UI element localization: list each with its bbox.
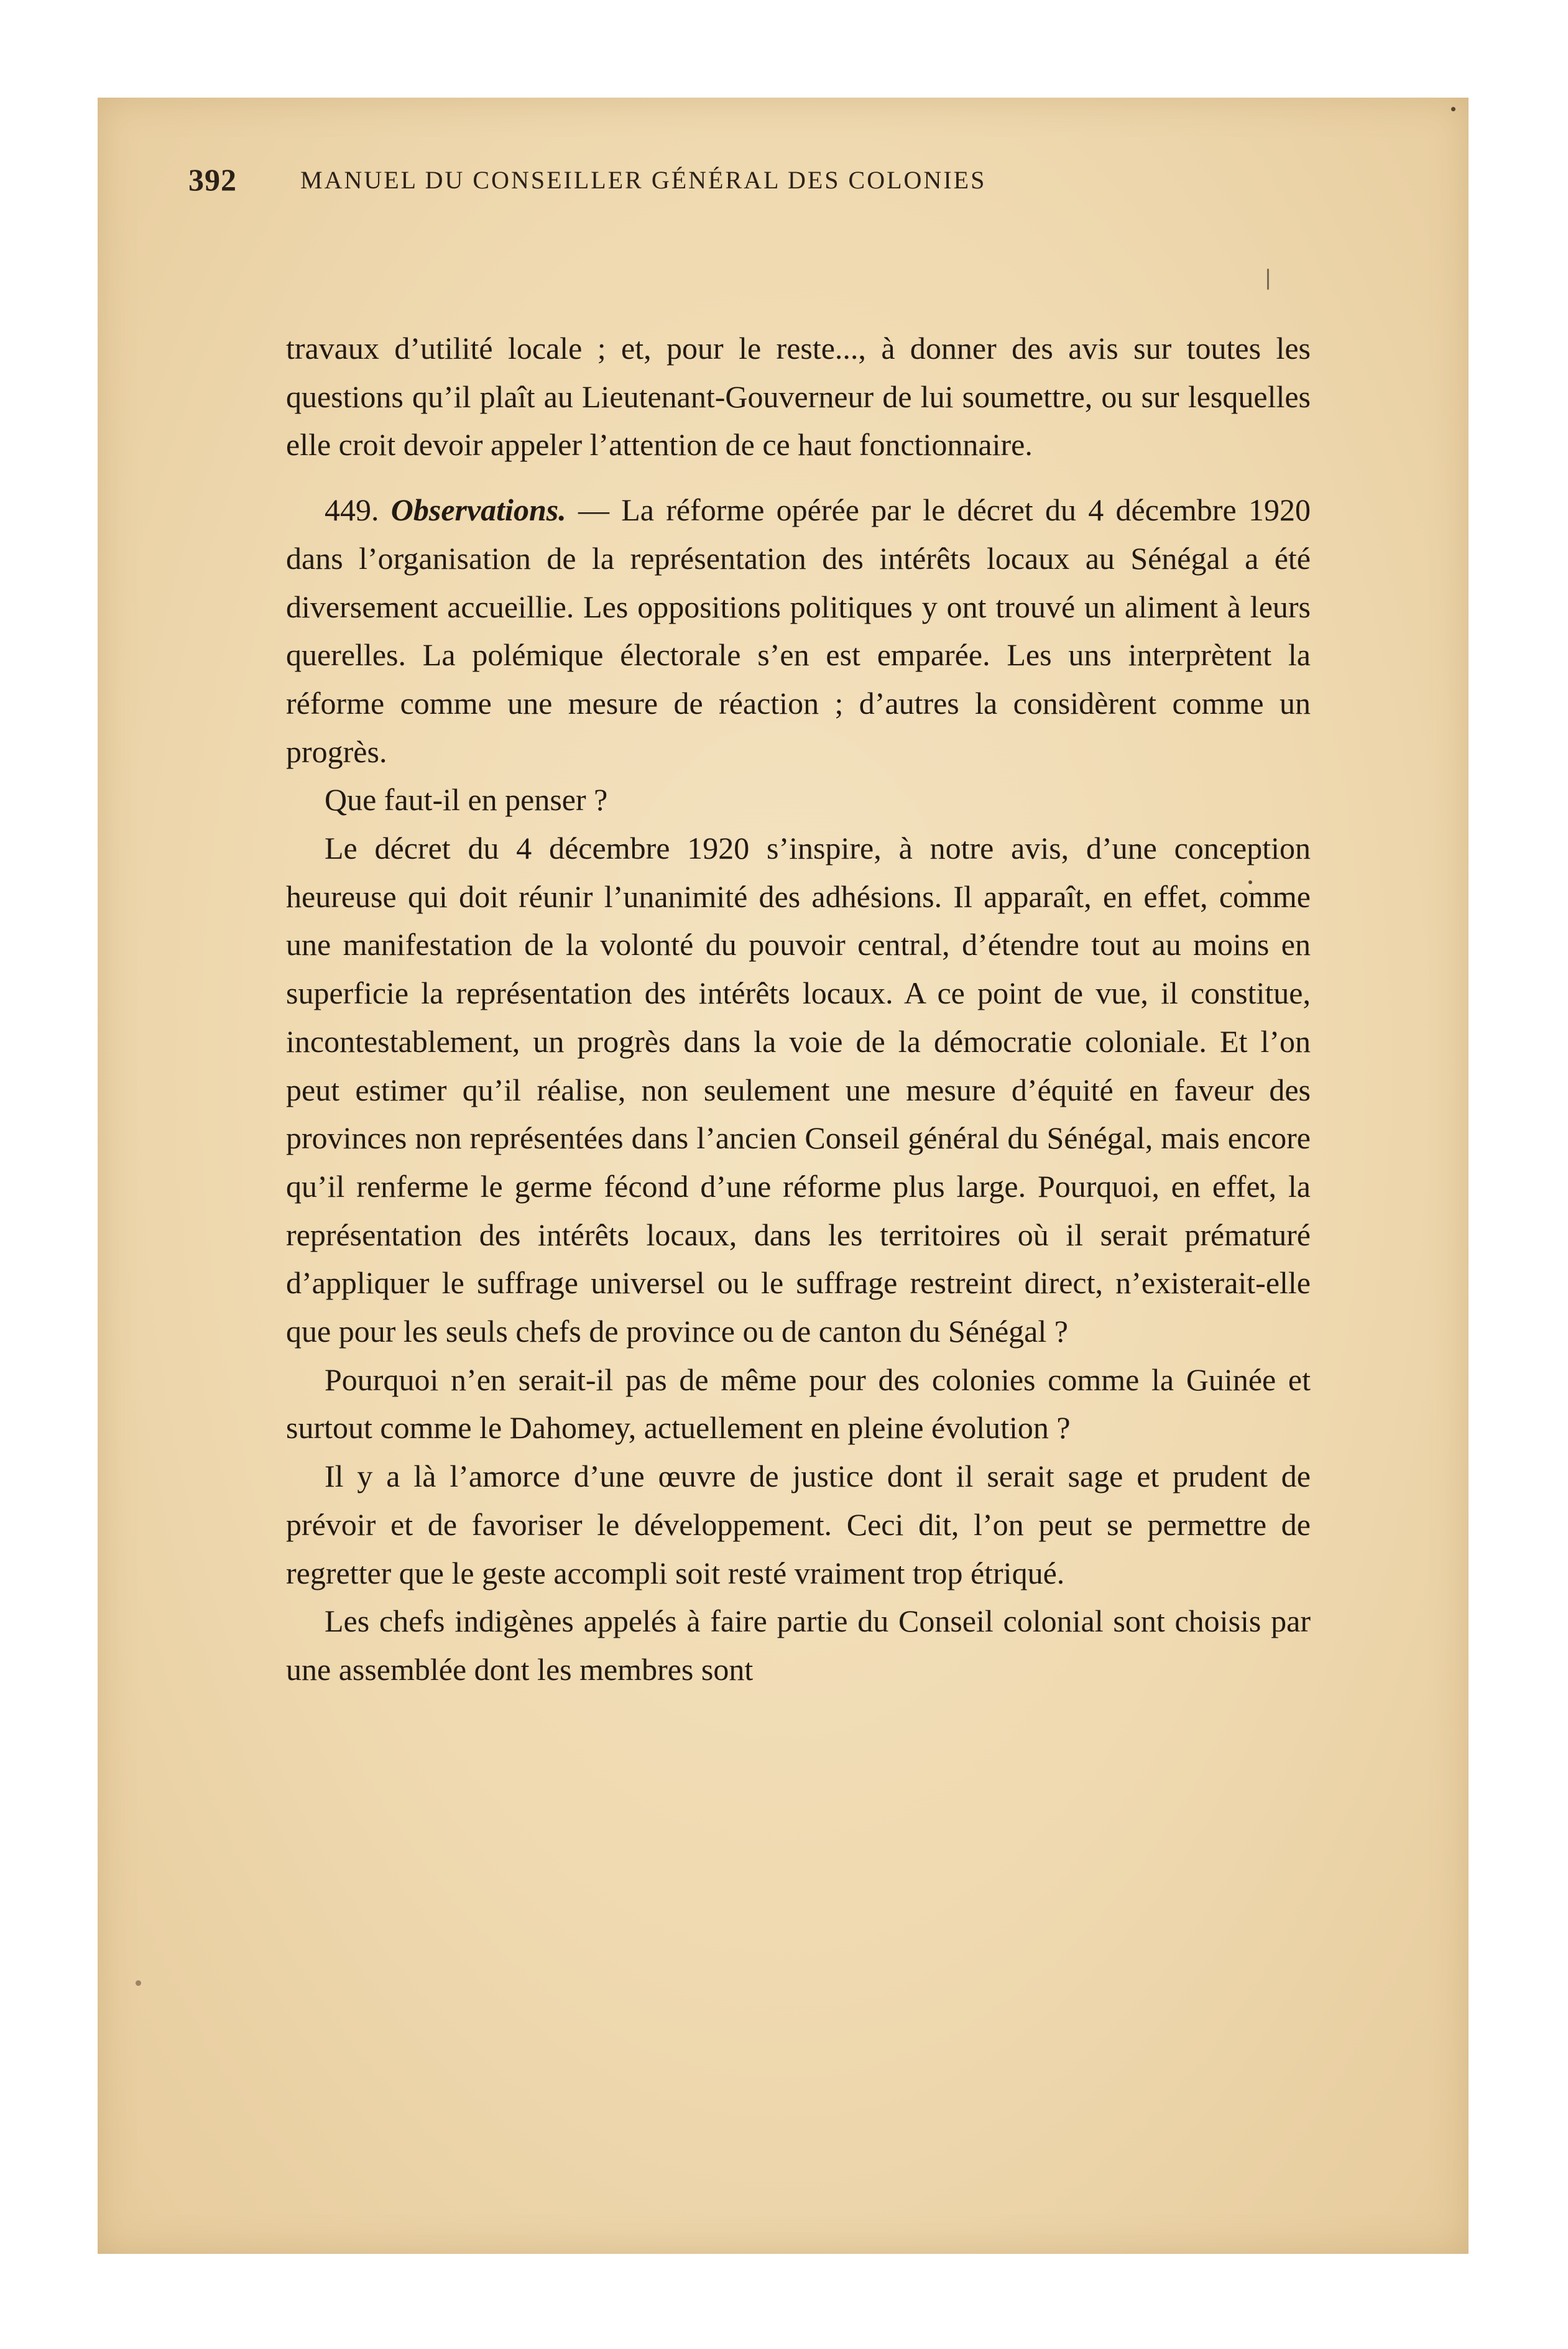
paragraph: Pourquoi n’en serait-il pas de même pour des colonies comme la Guinée et surtout comme le Dahomey, actuellement en pleine évolution ? bbox=[286, 1362, 1311, 1446]
paragraph: Il y a là l’amorce d’une œuvre de justice dont il serait sage et prudent de prévoir et de favoriser le développement. Ceci dit, l’on peut se permettre de regretter que le geste accompli soit resté vraiment trop étriqué. bbox=[286, 1459, 1311, 1590]
section-number: 449. bbox=[325, 492, 379, 528]
body-text bbox=[286, 325, 1311, 1694]
paragraph: Le décret du 4 décembre 1920 s’inspire, à notre avis, d’une conception heureuse qui doit réunir l’unanimité des adhésions. Il apparaît, en effet, comme une manifestation de la volonté du pouvoir central, d’étendre tout au moins en superficie la représentation des intérêts locaux. A ce point de vue, il constitue, incontestablement, un progrès dans la voie de la démocratie coloniale. Et l’on peut estimer qu’il réalise, non seulement une mesure d’équité en faveur des provinces non représentées dans l’ancien Conseil général du Sénégal, mais encore qu’il renferme le germe fécond d’une réforme plus large. Pourquoi, en effet, la représentation des intérêts locaux, dans les territoires où il serait prématuré d’appliquer le suffrage universel ou le suffrage restreint direct, n’existerait-elle que pour les seuls chefs de province ou de canton du Sénégal ? bbox=[286, 831, 1311, 1349]
ink-speck bbox=[1267, 269, 1269, 290]
section-paragraph bbox=[286, 486, 1311, 776]
paragraph: travaux d’utilité locale ; et, pour le reste..., à donner des avis sur toutes les questions qu’il plaît au Lieutenant-Gouverneur de lui soumettre, ou sur lesquelles elle croit devoir appeler l’attention de ce haut fonctionnaire. bbox=[286, 331, 1311, 463]
running-head bbox=[188, 162, 1289, 211]
section-text: — La réforme opérée par le décret du 4 décembre 1920 dans l’organisation de la représentation des intérêts locaux au Sénégal a été diversement accueillie. Les oppositions politiques y ont trouvé un aliment à leurs querelles. La polémique électorale s’en est emparée. Les uns interprètent la réforme comme une mesure de réaction ; d’autres la considèrent comme un progrès. bbox=[286, 492, 1311, 769]
running-title: MANUEL DU CONSEILLER GÉNÉRAL DES COLONIES bbox=[300, 166, 987, 194]
paragraph: Que faut-il en penser ? bbox=[325, 782, 608, 818]
page-number: 392 bbox=[188, 162, 237, 197]
section-heading: Observations. bbox=[390, 492, 566, 528]
ink-speck bbox=[136, 1980, 141, 1986]
ink-speck bbox=[1451, 107, 1455, 111]
paragraph: Les chefs indigènes appelés à faire partie du Conseil colonial sont choisis par une assemblée dont les membres sont bbox=[286, 1604, 1311, 1687]
